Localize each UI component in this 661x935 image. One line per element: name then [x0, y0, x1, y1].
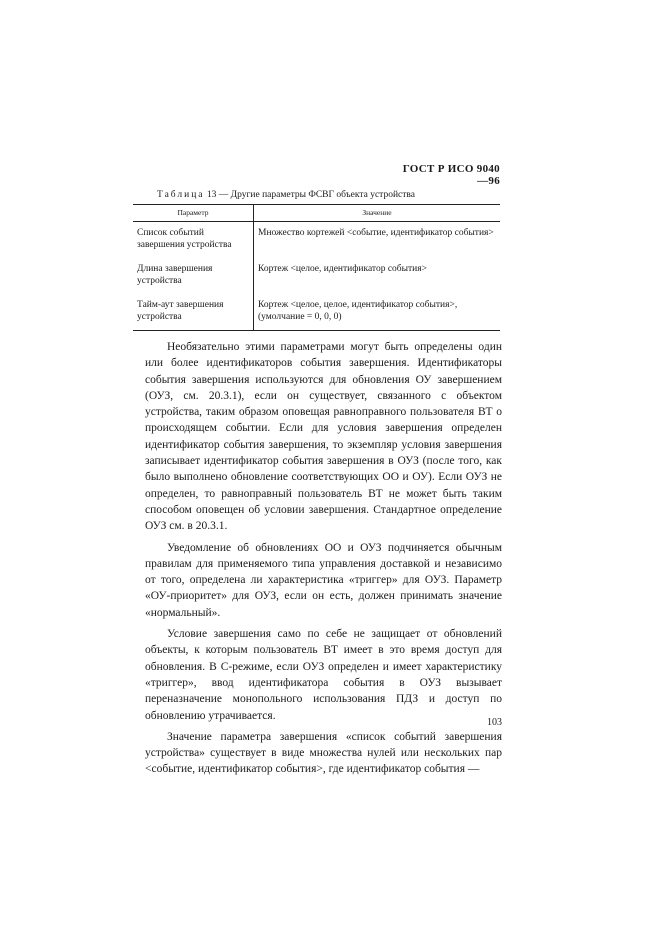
column-header-parameter: Параметр [133, 205, 254, 222]
table-cell-parameter: Тайм-аут завершения устройства [133, 294, 254, 331]
page-number: 103 [487, 717, 502, 728]
table-cell-parameter: Список событий завершения устройства [133, 222, 254, 259]
body-text [145, 339, 502, 783]
table-row [133, 258, 500, 294]
table-cell-value: Кортеж <целое, идентификатор события> [258, 264, 427, 274]
table-row [133, 294, 500, 331]
table-cell-value: Множество кортежей <событие, идентификатор события> [258, 228, 494, 238]
caption-text: 13 — Другие параметры ФСВГ объекта устройства [204, 190, 415, 200]
table-row [133, 222, 500, 259]
paragraph: Условие завершения само по себе не защищает от обновлений объекты, к которым пользователь ВТ имеет в это время доступ для обновления. В С-режиме, если ОУЗ определен и имеет характеристику «триггер», ввод идентификатора события в ОУЗ вызывает переназначение монопольного использования ПДЗ и доступ по обновлению утрачивается. [145, 628, 502, 722]
table-cell-parameter: Длина завершения устройства [133, 258, 254, 294]
table-cell-value: Кортеж <целое, целое, идентификатор события>, (умолчание = 0, 0, 0) [254, 294, 501, 331]
paragraph: Значение параметра завершения «список событий завершения устройства» существует в виде множества нулей или нескольких пар <событие, идентификатор события>, где идентификатор события — [145, 730, 502, 776]
paragraph: Необязательно этими параметрами могут быть определены один или более идентификаторов события завершения. Идентификаторы события завершения используются для обновления ОУ завершением (ОУЗ, см. 20.3.1), если он существует, связанного с объектом устройства, таким образом оповещая равноправного пользователя ВТ о происходящем событии. Если для условия завершения определен идентификатор события завершения, то экземпляр условия завершения записывает идентификатор события завершения в ОУЗ (после того, как было выполнено обновление соответствующих ОО и ОУ). Если ОУЗ не определен, то равноправный пользователь ВТ не может быть таким способом оповещен об условии завершения. Стандартное определение ОУЗ см. в 20.3.1. [145, 341, 502, 533]
parameters-table [133, 204, 500, 331]
caption-label: Таблица [157, 190, 205, 200]
standard-header: ГОСТ Р ИСО 9040—96 [402, 163, 500, 187]
column-header-value: Значение [254, 205, 501, 222]
table-header-row [133, 205, 500, 222]
table-caption [157, 190, 507, 200]
paragraph: Уведомление об обновлениях ОО и ОУЗ подчиняется обычным правилам для применяемого типа управления доставкой и независимо от того, определена ли характеристика «триггер» для ОУЗ. Параметр «ОУ-приоритет» для ОУЗ, если он есть, должен принимать значение «нормальный». [145, 541, 502, 619]
